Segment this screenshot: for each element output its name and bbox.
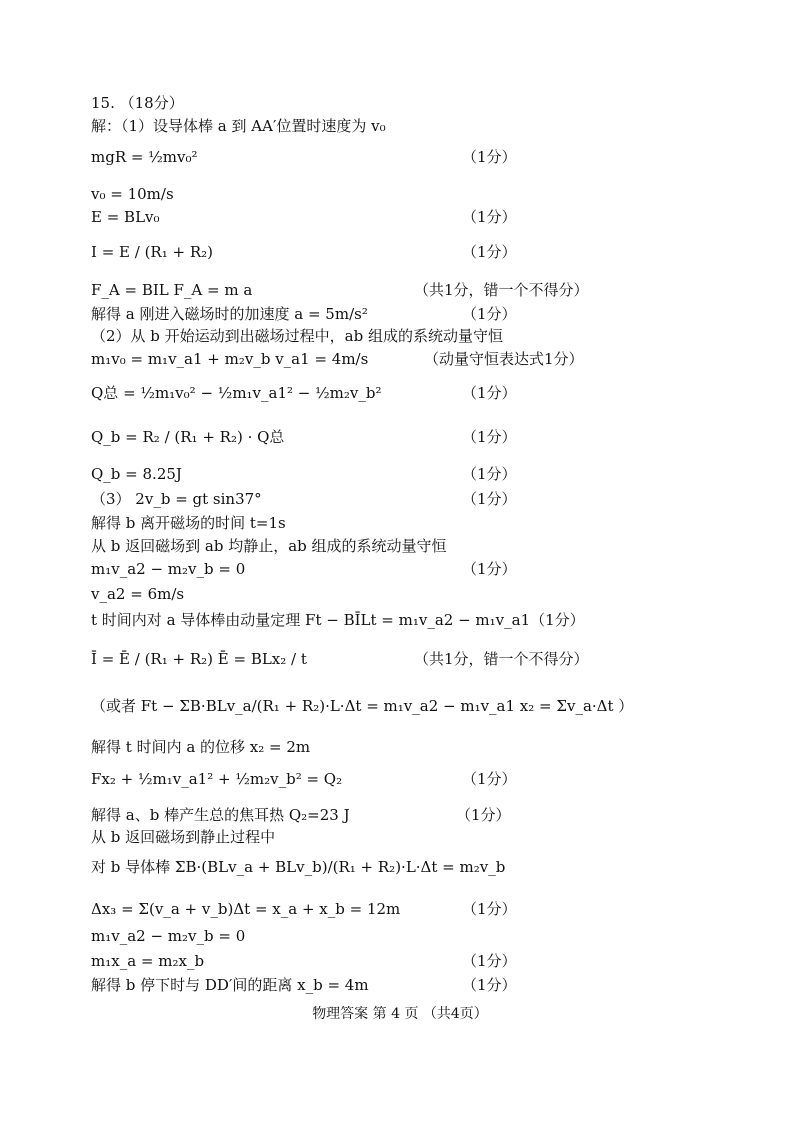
question-header: 15. （18分） <box>91 94 184 112</box>
answer-line: E = BLv₀ <box>91 208 160 226</box>
answer-line: Fx₂ + ½m₁v_a1² + ½m₂v_b² = Q₂ <box>91 770 343 788</box>
answer-line: 从 b 返回磁场到 ab 均静止，ab 组成的系统动量守恒 <box>91 537 447 555</box>
answer-line: （3） 2v_b = gt sin37° <box>91 490 262 508</box>
answer-line: m₁v_a2 − m₂v_b = 0 <box>91 560 246 578</box>
score-label: （1分） <box>456 806 511 824</box>
answer-line: 解得 b 离开磁场的时间 t=1s <box>91 514 286 532</box>
answer-line: m₁v₀ = m₁v_a1 + m₂v_b v_a1 = 4m/s <box>91 350 369 368</box>
answer-line: 对 b 导体棒 ΣB·(BLv_a + BLv_b)/(R₁ + R₂)·L·Δt = m₂v_b <box>91 858 506 876</box>
score-label: （1分） <box>462 976 517 994</box>
score-label: （1分） <box>462 428 517 446</box>
score-label: （1分） <box>462 384 517 402</box>
answer-line: mgR = ½mv₀² <box>91 148 198 166</box>
score-label: （1分） <box>462 305 517 323</box>
answer-line: 解得 a、b 棒产生总的焦耳热 Q₂=23 J <box>91 806 350 824</box>
answer-line: 解得 t 时间内 a 的位移 x₂ = 2m <box>91 738 311 756</box>
answer-line: Q_b = 8.25J <box>91 465 182 483</box>
score-label: （1分） <box>462 900 517 918</box>
answer-line: Q总 = ½m₁v₀² − ½m₁v_a1² − ½m₂v_b² <box>91 384 382 402</box>
score-label: （1分） <box>462 490 517 508</box>
score-label: （1分） <box>462 243 517 261</box>
answer-line: 解得 b 停下时与 DD′间的距离 x_b = 4m <box>91 976 369 994</box>
answer-line: 解：（1）设导体棒 a 到 AA′位置时速度为 v₀ <box>91 117 386 135</box>
answer-line: Ī = Ē / (R₁ + R₂) Ē = BLx₂ / t <box>91 650 307 668</box>
page-footer: 物理答案 第 4 页 （共4页） <box>312 1006 488 1022</box>
score-label: （1分） <box>462 560 517 578</box>
answer-line: v₀ = 10m/s <box>91 185 174 203</box>
score-label: （1分） <box>462 465 517 483</box>
answer-line: （或者 Ft − ΣB·BLv_a/(R₁ + R₂)·L·Δt = m₁v_a2 − m₁v_a1 x₂ = Σv_a·Δt ） <box>91 697 634 715</box>
score-label: （共1分，错一个不得分） <box>414 650 589 668</box>
answer-line: 解得 a 刚进入磁场时的加速度 a = 5m/s² <box>91 305 368 323</box>
answer-line: Q_b = R₂ / (R₁ + R₂) · Q总 <box>91 428 285 446</box>
score-label: （1分） <box>462 208 517 226</box>
answer-line: Δx₃ = Σ(v_a + v_b)Δt = x_a + x_b = 12m <box>91 900 401 918</box>
answer-line: m₁v_a2 − m₂v_b = 0 <box>91 927 246 945</box>
answer-line: m₁x_a = m₂x_b <box>91 952 205 970</box>
score-label: （1分） <box>462 148 517 166</box>
score-label: （1分） <box>462 952 517 970</box>
answer-line: t 时间内对 a 导体棒由动量定理 Ft − BĪLt = m₁v_a2 − m₁v_a1（1分） <box>91 611 585 629</box>
answer-line: （2）从 b 开始运动到出磁场过程中，ab 组成的系统动量守恒 <box>91 327 503 345</box>
answer-line: v_a2 = 6m/s <box>91 585 185 603</box>
answer-line: F_A = BIL F_A = m a <box>91 281 253 299</box>
answer-line: 从 b 返回磁场到静止过程中 <box>91 828 276 846</box>
score-label: （共1分，错一个不得分） <box>414 281 589 299</box>
score-label: （1分） <box>462 770 517 788</box>
score-label: （动量守恒表达式1分） <box>424 350 584 368</box>
answer-line: I = E / (R₁ + R₂) <box>91 243 213 261</box>
